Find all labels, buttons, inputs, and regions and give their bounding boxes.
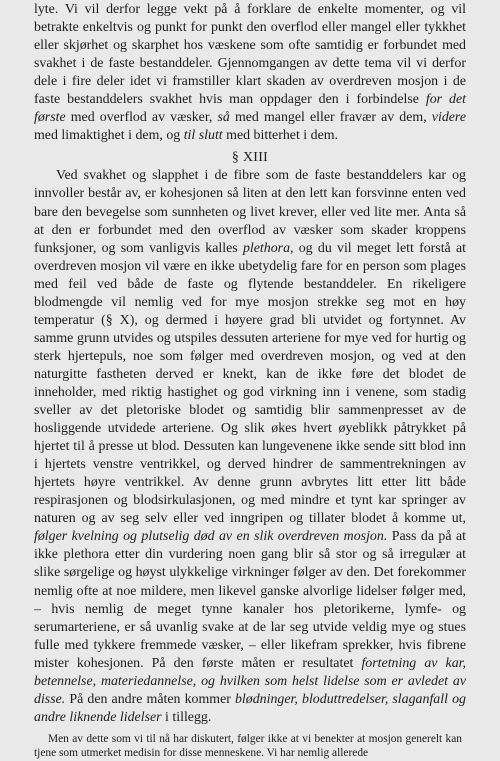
text-run: med bitterhet i dem.	[222, 128, 339, 144]
text-run: med mangel eller fravær av dem,	[229, 110, 432, 126]
paragraph-2	[34, 167, 466, 726]
text-run: og du vil meget lett forstå at overdreven mosjon vil være en ikke ubetydelig fare for en person som plages med feil ved både de faste og flytende bestanddeler. En rikeligere blodmengde vil nemlig ved for mye mosjon strekke seg mot en høy temperatur (§ X), og dermed i høyere grad bli utvidet og fortynnet. Av samme grunn utvides og utspiles dessuten arteriene for mye ved for hurtig og sterk hjertepuls, noe som følger med overdreven mosjon, og ved at den naturgitte fastheten derved er knekt, kan de ikke føre det blodet de inneholder, med riktig hastighet og god virkning inn i venene, som stadig sveller av det pletoriske blodet og samtidig blir sammenpresset av de hosliggende utvidede arteriene. Og slik økes hvert øyeblikk påtrykket på hjertet til å presse ut blod. Dessuten kan lungevenene ikke sende sitt blod inn i hjertets venstre ventrikkel, og derved hindrer de sammentrekningen av hjertets høyre ventrikkel. Av denne grunn avbrytes litt etter litt både respirasjonen og blodsirkulasjonen, og med mindre et tynt kar springer av naturen og av seg selv eller ved inngripen og tillater blodet å komme ut,	[34, 240, 466, 527]
text-run: med overflod av væsker,	[65, 110, 218, 126]
text-run: med limaktighet i dem, og	[34, 128, 184, 144]
text-run: lyte. Vi vil derfor legge vekt på å forklare de enkelte momenter, og vil betrakte enkeltvis og punkt for punkt den overflod eller mangel eller tykkhet eller skjørhet og skarphet hos væskene som ofte samtidig er forbundet med svakhet i de faste bestanddeler. Gjennomgangen av dette tema vil vi derfor dele i fire deler idet vi framstiller klart skaden av overdreven mosjon i de faste bestanddelers svakhet hvis man oppdager den i forbindelse	[34, 2, 466, 108]
italic-run: blødninger, bloduttredelser, slaganfall og andre liknende lidelser	[34, 691, 466, 725]
text-run: Pass da på at ikke plethora etter din vurdering noen gang blir så stor og så irregulær at slike sørgelige og høyst ulykkelige virkninger følger av den. Det forekommer nemlig ofte at noe mildere, men likevel ganske alvorlige lidelser følger med, – hvis nemlig de meget tynne kanaler hos pletorikerne, lymfe- og serumarteriene, er så uvanlig svake at de lar seg utvide veldig mye og stues fulle med tykkere fremmede væsker, – eller likefram sprekker, hvis fibrene mister kohesjonen. På den første måten er resultatet	[34, 529, 466, 671]
italic-run: plethora,	[242, 240, 294, 256]
text-run: i tillegg.	[161, 709, 212, 725]
footnote: Men av dette som vi til nå har diskutert, følger ikke at vi benekter at mosjon generelt kan tjene som utmerket medisin for disse menneskene. Vi har nemlig allerede	[34, 732, 462, 760]
italic-run: for det første	[34, 92, 466, 126]
italic-run: følger kvelning og plutselig død av en slik overdreven mosjon.	[34, 529, 388, 545]
paragraph-1	[34, 1, 466, 145]
italic-run: så	[217, 110, 230, 126]
italic-run: fortetning av kar, betennelse, materiedannelse, og hvilken som helst lidelse som er avledet av disse.	[34, 655, 466, 707]
text-run: På den andre måten kommer	[65, 691, 235, 707]
text-run: Ved svakhet og slapphet i de fibre som de faste bestanddelers kar og innvoller består av, er kohesjonen så liten at den lett kan forsvinne enten ved bare den bevegelse som sunnheten og livet krever, eller ved lite mer. Anta så at den er forbundet med den overflod av væsker som skader kroppens funksjoner, og som vanligvis kalles	[34, 168, 466, 256]
italic-run: til slutt	[183, 128, 223, 144]
italic-run: videre	[431, 110, 466, 126]
section-heading: § XIII	[231, 150, 269, 166]
